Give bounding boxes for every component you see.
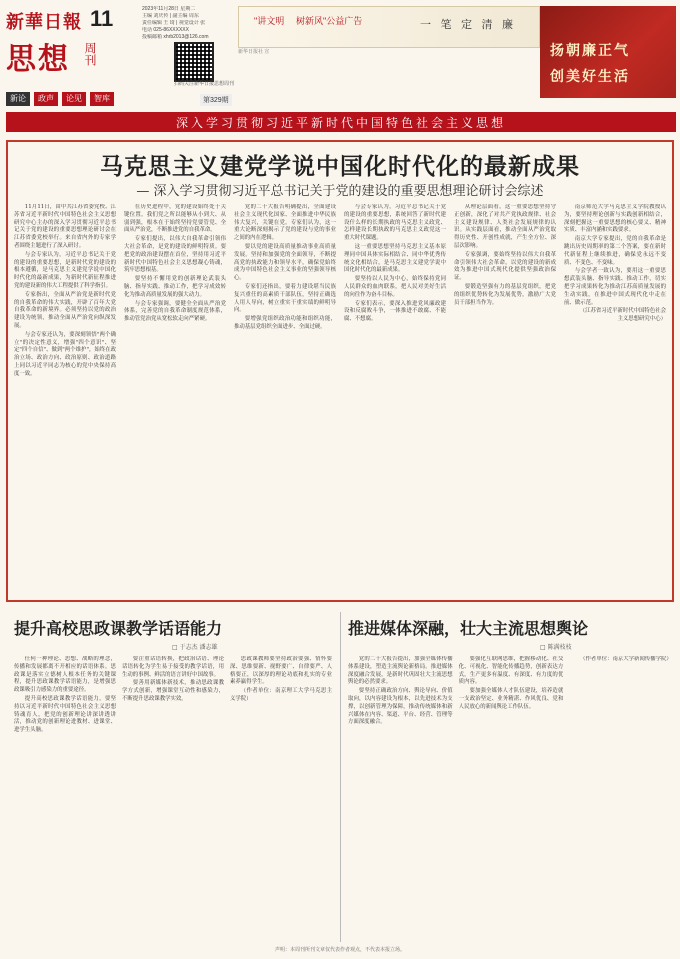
article-headline-right[interactable]: 推进媒体深融，壮大主流思想舆论 [348, 619, 589, 638]
paragraph: 这一重要思想坚持马克思主义基本原理同中国具体实际相结合、同中华优秀传统文化相结合，是马克思主义建党学说中国化时代化的最新成果。 [344, 243, 446, 274]
paragraph: 党的二十大报告明确提出，全面建设社会主义现代化国家、全面推进中华民族伟大复兴，关键在党。专家们认为，这一重大论断深刻揭示了党的建设与党的事业之间的内在逻辑。 [234, 204, 336, 242]
ad-credit: 新华日报社 宣 [238, 49, 270, 55]
issue-line: 2023年11月28日 星期二 [142, 6, 196, 12]
paragraph: 党的二十大报告提出，加强全媒体传播体系建设，塑造主流舆论新格局。推进媒体深度融合发展，是新时代巩固壮大主流思想舆论的必然要求。 [348, 656, 453, 686]
page-number: 11 [90, 6, 114, 31]
issue-line: 主编 刘庆传 | 副主编 周东 [142, 13, 199, 19]
article-column [569, 656, 674, 942]
paragraph: 南京大学专家提出，党的自我革命是跳出历史周期率的第二个答案，要在新时代新征程上继续推进，确保党永远不变质、不变色、不变味。 [564, 236, 666, 266]
paragraph: 任何一种理论、思想、战略的理念，传播和发展都离不开相应的话语体系。思政课是落实立德树人根本任务的关键课程，提升思政课教学话语能力，是增强思政课吸引力感染力的重要途径。 [14, 656, 116, 694]
paragraph: 提升高校思政课教学话语能力，要坚持以习近平新时代中国特色社会主义思想铸魂育人，把党的创新理论讲深讲透讲活，推动党的创新理论进教材、进课堂、进学生头脑。 [14, 695, 116, 734]
paragraph: 思政课教师要坚持政治要强、情怀要深、思维要新、视野要广、自律要严、人格要正，以深厚的理论功底和扎实的专业素养赢得学生。 [230, 656, 332, 686]
article-column [348, 656, 453, 942]
issue-line: 责任编辑 王 琦 | 视觉设计 张 [142, 20, 206, 26]
nav-item-xinlun[interactable]: 新论 [6, 92, 30, 106]
paragraph: 南京师范大学马克思主义学院教授认为，要坚持理论创新与实践创新相结合，深刻把握这一重要思想的核心要义、精神实质、丰富内涵和实践要求。 [564, 204, 666, 234]
paragraph: 要增强党组织政治功能和组织功能，推动基层党组织全面进步、全面过硬。 [234, 316, 336, 330]
paragraph: 11月11日，由中共江苏省委党校、江苏省习近平新时代中国特色社会主义思想研究中心主办的深入学习贯彻习近平总书记关于党的建设的重要思想理论研讨会在江苏省委党校举行。来自省内外的专家学者围绕主题进行了深入研讨。 [14, 204, 116, 249]
main-subheadline: — 深入学习贯彻习近平总书记关于党的建设的重要思想理论研讨会综述 [136, 184, 544, 199]
paragraph: 专家们提出，以伟大自我革命引领伟大社会革命，是党的建设的鲜明特质。要把党的政治建设摆在首位，坚持用习近平新时代中国特色社会主义思想凝心铸魂，筑牢思想根基。 [124, 236, 226, 274]
article-column [234, 204, 336, 596]
promo-line: 扬朝廉正气 [550, 43, 630, 59]
paragraph: 要锻造坚强有力的基层党组织，把党的组织优势转化为发展优势，激励广大党员干部担当作为。 [454, 283, 556, 306]
paragraph: 从理论层面看，这一重要思想坚持守正创新，深化了对共产党执政规律、社会主义建设规律、人类社会发展规律的认识。从实践层面看，推动全面从严治党取得历史性、开创性成就，产生全方位、深层次影响。 [454, 204, 556, 249]
column-divider [340, 612, 341, 942]
paragraph: 要坚持不懈用党的创新理论武装头脑、指导实践、推动工作，把学习成效转化为推动高质量发展的强大动力。 [124, 276, 226, 298]
byline-right: □ 陈满枝枝 [540, 644, 572, 651]
paragraph: 要坚持正确政治方向、舆论导向、价值取向，以内容建设为根本，以先进技术为支撑，以创新管理为保障，推动传统媒体和新兴媒体在内容、渠道、平台、经营、管理等方面深度融合。 [348, 688, 453, 726]
ad-column-name: 一 笔 定 清 廉 [420, 18, 516, 31]
paragraph: （作者单位：南京理工大学马克思主义学院） [230, 688, 332, 702]
paragraph: 要注重话语转换，把政治话语、理论话语转化为学生易于接受的教学话语，用生动的事例、鲜活的语言讲好中国故事。 [122, 656, 224, 678]
paragraph: 与会专家强调，要健全全面从严治党体系，完善党的自我革命制度规范体系，推动管党治党从宽松软走向严紧硬。 [124, 300, 226, 323]
topic-bar-text: 深入学习贯彻习近平新时代中国特色社会主义思想 [175, 116, 506, 130]
main-article-body [14, 204, 666, 596]
nav-item-lunjian[interactable]: 论见 [62, 92, 86, 106]
article-column [344, 204, 446, 596]
ad-slogan: "讲文明 [254, 16, 285, 26]
newspaper-logo: 新華日報 [6, 12, 82, 33]
article-column [14, 204, 116, 596]
nav-item-zhiku[interactable]: 智库 [90, 92, 114, 106]
article-body-left [14, 656, 332, 942]
article-column [124, 204, 226, 596]
paragraph: 要加强全媒体人才队伍建设，培养造就一支政治坚定、业务精湛、作风优良、党和人民放心的新闻舆论工作队伍。 [458, 688, 564, 710]
paragraph: 与会专家认为，习近平总书记关于党的建设的重要思想，系统回答了新时代建设什么样的长期执政的马克思主义政党、怎样建设长期执政的马克思主义政党这一重大时代课题。 [344, 204, 446, 242]
issue-line: 电话 025-86XXXXXX [142, 27, 189, 33]
paragraph: 专家指出，全面从严治党是新时代党的自我革命的伟大实践，开辟了百年大党自我革命的新境界。必须坚持以党的政治建设为统领，推动全面从严治党向纵深发展。 [14, 291, 116, 329]
article-column [14, 656, 116, 942]
paragraph: 要强化互联网思维，把握移动化、社交化、可视化、智能化传播趋势，创新表达方式，生产更多有温度、有深度、有力度的优质内容。 [458, 656, 564, 686]
paragraph: 与会专家还认为，要深刻领悟"两个确立"的决定性意义，增强"四个意识"、坚定"四个自信"、做到"两个维护"，始终在政治立场、政治方向、政治原则、政治道路上同以习近平同志为核心的党中央保持高度一致。 [14, 331, 116, 377]
paragraph: 要坚持以人民为中心，始终保持党同人民群众的血肉联系，把人民对美好生活的向往作为奋斗目标。 [344, 276, 446, 298]
article-body-right [348, 656, 674, 942]
paragraph: 专家们表示，要深入推进党风廉政建设和反腐败斗争，一体推进不敢腐、不能腐、不想腐。 [344, 300, 446, 323]
ad-slogan: 树新风"公益广告 [296, 16, 363, 26]
paragraph: （作者单位：南京大学新闻传播学院） [580, 656, 672, 662]
article-column [454, 204, 556, 596]
section-nav [6, 92, 114, 106]
paragraph: 专家们还指出，要着力建设堪当民族复兴重任的高素质干部队伍，坚持正确选人用人导向，树立重实干重实绩的鲜明导向。 [234, 283, 336, 314]
section-title: 思想 [6, 42, 70, 77]
qr-code[interactable] [174, 42, 214, 82]
footer-note: 声明：本周刊所刊文章仅代表作者观点，不代表本报立场。 [274, 947, 405, 953]
nav-item-zhengsheng[interactable]: 政声 [34, 92, 58, 106]
paragraph: 专家强调，要始终坚持以伟大自我革命引领伟大社会革命，以党的建设的新成效为推进中国式现代化提供坚强政治保证。 [454, 251, 556, 282]
article-column [230, 656, 332, 942]
promo-line: 创美好生活 [550, 69, 630, 85]
article-column [564, 204, 666, 596]
paragraph: 要以党的建设高质量推动事业高质量发展。坚持和加强党的全面领导，不断提高党的执政能力和领导水平，确保党始终成为中国特色社会主义事业的坚强领导核心。 [234, 243, 336, 282]
issue-line: 投稿邮箱 xhrb2013@126.com [142, 34, 209, 40]
article-column [122, 656, 224, 942]
byline-left: □ 于志杰 潘志雄 [172, 644, 218, 651]
article-headline-left[interactable]: 提升高校思政课教学话语能力 [14, 619, 223, 638]
qr-label: 扫码关注新华日报思想周刊 [174, 81, 235, 87]
volume-badge: 第329期 [200, 94, 232, 106]
author-note: （江苏省习近平新时代中国特色社会主义思想研究中心） [579, 308, 666, 323]
section-subtitle: 周刊 [83, 42, 97, 66]
paragraph: 在历史进程中，党的建设始终处于关键位置。我们党之所以能够从小到大、从弱到强，根本在于始终坚持党要管党、全面从严治党，不断推进党的自我革命。 [124, 204, 226, 234]
paragraph: 与会学者一致认为，要用这一重要思想武装头脑、指导实践、推动工作，切实把学习成果转化为推动江苏高质量发展的生动实践，在推进中国式现代化中走在前、做示范。 [564, 268, 666, 306]
article-column [459, 656, 564, 942]
paragraph: 要善用新媒体新技术，推动思政课教学方式创新，增强课堂互动性和感染力，不断提升思政课教学实效。 [122, 680, 224, 702]
paragraph: 与会专家认为，习近平总书记关于党的建设的重要思想，是新时代党的建设的根本遵循，是马克思主义建党学说中国化时代化的最新成果，为新时代新征程推进党的建设新的伟大工程提供了科学指引。 [14, 251, 116, 289]
main-headline[interactable]: 马克思主义建党学说中国化时代化的最新成果 [100, 153, 580, 180]
